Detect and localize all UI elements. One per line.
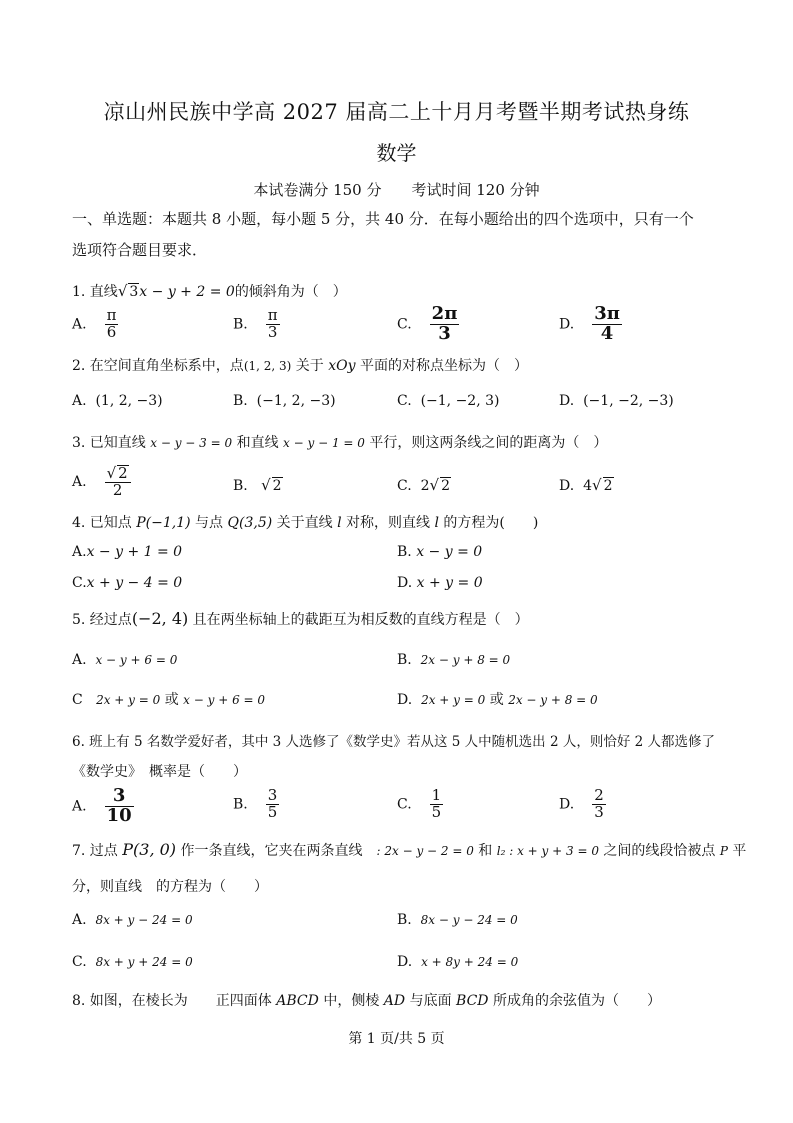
q2-prefix: 2. 在空间直角坐标系中，点 xyxy=(72,358,244,374)
q3-option-d xyxy=(559,476,614,494)
sqrt-arg: 2 xyxy=(603,478,613,494)
q1-prefix: 1. 直线 xyxy=(72,284,118,300)
q8-solid: ABCD xyxy=(276,993,319,1009)
numerator: 2 xyxy=(594,786,604,804)
q6-option-b xyxy=(233,788,279,821)
question-7-line1 xyxy=(72,840,746,860)
option-value: 8x + y − 24 = 0 xyxy=(95,913,193,927)
numerator: π xyxy=(267,306,278,324)
option-value: (−1, −2, 3) xyxy=(420,393,500,409)
denominator: 4 xyxy=(600,322,614,344)
option-label: D. xyxy=(559,478,575,494)
option-value: 2x − y + 8 = 0 xyxy=(508,693,598,707)
q1-option-d xyxy=(559,305,622,344)
q8-face: BCD xyxy=(456,993,489,1009)
denominator: 3 xyxy=(594,802,604,821)
option-label: B. xyxy=(233,316,248,333)
sqrt-arg: 2 xyxy=(118,464,128,482)
question-8 xyxy=(72,990,661,1010)
q2-option-d xyxy=(559,393,674,409)
denominator: 3 xyxy=(438,322,451,344)
q6-option-a xyxy=(72,787,134,826)
q4-line-l: l xyxy=(337,515,342,531)
option-label: C. xyxy=(397,316,412,333)
numerator: 3 xyxy=(267,786,278,804)
q3-line-b: x − y − 1 = 0 xyxy=(283,436,365,450)
section-heading-line2: 选项符合题目要求． xyxy=(72,241,208,259)
option-label: C xyxy=(72,692,83,708)
fraction xyxy=(105,787,134,826)
fraction xyxy=(266,788,280,821)
q4-point-q: Q(3,5) xyxy=(227,515,273,531)
option-value: (−1, −2, −3) xyxy=(583,393,674,409)
q2-suffix: 平面的对称点坐标为（ ） xyxy=(355,358,528,374)
option-label: B. xyxy=(233,796,248,813)
q6-option-c xyxy=(397,788,443,821)
numerator: 1 xyxy=(431,786,442,804)
q4-option-c xyxy=(72,575,182,591)
question-5 xyxy=(72,609,529,629)
option-or: 或 xyxy=(160,692,184,708)
denominator: 5 xyxy=(431,802,442,821)
denominator: 2 xyxy=(112,480,123,499)
option-label: B. xyxy=(233,478,248,494)
q2-mid: 关于 xyxy=(291,358,329,374)
option-value: x − y + 6 = 0 xyxy=(183,693,266,707)
q3-option-b xyxy=(233,476,283,494)
option-label: A. xyxy=(72,912,87,928)
option-value: 2x + y = 0 xyxy=(96,693,161,707)
option-label: C. xyxy=(397,393,412,409)
fraction xyxy=(430,788,444,821)
numerator: π xyxy=(106,306,117,324)
option-label: B. xyxy=(397,912,412,928)
q7-text: 和 xyxy=(473,843,497,859)
question-6-line1: 6. 班上有 5 名数学爱好者，其中 3 人选修了《数学史》若从这 5 人中随机选出 2 人，则恰好 2 人都选修了 xyxy=(72,734,716,750)
q2-option-b xyxy=(233,393,336,409)
q1-expression: x − y + 2 = 0 xyxy=(139,284,235,300)
option-label: B. xyxy=(397,652,412,668)
q7-point: P(3, 0) xyxy=(122,840,177,859)
option-label: A. xyxy=(72,652,87,668)
option-label: D. xyxy=(397,692,413,708)
fraction xyxy=(105,308,119,341)
q8-suffix: 所成角的余弦值为（ ） xyxy=(488,993,661,1009)
option-value: 2x − y + 8 = 0 xyxy=(420,653,511,667)
option-value: x − y + 6 = 0 xyxy=(95,653,178,667)
fraction xyxy=(430,305,460,344)
question-3 xyxy=(72,432,607,452)
denominator: 5 xyxy=(267,802,278,821)
question-6-line2: 《数学史》 概率是（ ） xyxy=(72,764,247,780)
q8-prefix: 8. 如图，在棱长为 正四面体 xyxy=(72,993,277,1009)
q3-option-c xyxy=(397,476,451,494)
option-label: D. xyxy=(559,796,575,813)
sqrt-sign: √ xyxy=(106,464,117,482)
q5-suffix: 且在两坐标轴上的截距互为相反数的直线方程是（ ） xyxy=(188,612,529,628)
option-label: D. xyxy=(397,575,413,591)
option-value: x + y − 4 = 0 xyxy=(86,575,183,591)
q3-prefix: 3. 已知直线 xyxy=(72,435,151,451)
fraction xyxy=(592,788,606,821)
q4-point-p: P(−1,1) xyxy=(136,515,191,531)
q7-point-name: P xyxy=(719,844,728,858)
coefficient: 2 xyxy=(420,478,430,494)
q2-point: (1, 2, 3) xyxy=(243,359,292,373)
option-value: (1, 2, −3) xyxy=(95,393,163,409)
q4-option-a xyxy=(72,544,182,560)
q2-option-a xyxy=(72,393,163,409)
q5-option-d xyxy=(397,689,598,709)
sqrt-sign: √ xyxy=(592,476,602,494)
q1-option-b xyxy=(233,308,280,341)
q5-option-c xyxy=(72,689,265,709)
q4-text: 的方程为( ) xyxy=(438,515,539,531)
option-label: C. xyxy=(72,575,87,591)
option-value: x + y = 0 xyxy=(416,575,483,591)
page-number: 第 1 页/共 5 页 xyxy=(348,1031,445,1047)
q1-sqrt-arg: 3 xyxy=(129,284,139,300)
numerator: 3 xyxy=(105,787,134,807)
option-value: (−1, 2, −3) xyxy=(256,393,336,409)
q5-option-a xyxy=(72,652,177,668)
sqrt-arg: 2 xyxy=(272,478,282,494)
q7-option-b xyxy=(397,912,518,928)
q3-option-a xyxy=(72,465,131,499)
option-label: A. xyxy=(72,316,87,333)
option-label: C. xyxy=(397,796,412,813)
q8-text: 与底面 xyxy=(405,993,457,1009)
option-value: 2x + y = 0 xyxy=(421,693,486,707)
option-label: D. xyxy=(559,316,575,333)
option-value: x + 8y + 24 = 0 xyxy=(421,955,519,969)
q1-option-a xyxy=(72,308,118,341)
sqrt-arg: 2 xyxy=(441,478,450,494)
q2-plane: xOy xyxy=(328,358,356,374)
q7-line-l1: : 2x − y − 2 = 0 xyxy=(376,844,474,858)
option-label: D. xyxy=(397,954,413,970)
q8-text: 中，侧棱 xyxy=(318,993,384,1009)
q4-text: 对称，则直线 xyxy=(341,515,435,531)
sqrt-sign: √ xyxy=(429,476,440,494)
q7-option-c xyxy=(72,954,193,970)
question-1 xyxy=(72,281,347,301)
q7-option-d xyxy=(397,954,518,970)
q8-edge: AD xyxy=(383,993,406,1009)
exam-info: 本试卷满分 150 分 考试时间 120 分钟 xyxy=(253,181,540,199)
denominator: 6 xyxy=(106,322,117,341)
q5-point: (−2, 4) xyxy=(131,609,189,628)
q3-line-a: x − y − 3 = 0 xyxy=(150,436,233,450)
section-heading-line1: 一、单选题：本题共 8 小题，每小题 5 分，共 40 分．在每小题给出的四个选项中，只有一个 xyxy=(72,210,694,228)
q3-mid: 和直线 xyxy=(232,435,284,451)
question-2 xyxy=(72,355,528,375)
q4-text: 4. 已知点 xyxy=(72,515,137,531)
q7-prefix: 7. 过点 xyxy=(72,843,123,859)
q7-l2-name: l₂ xyxy=(496,844,506,858)
question-4 xyxy=(72,512,538,532)
denominator: 10 xyxy=(106,804,132,826)
option-label: C. xyxy=(72,954,87,970)
option-value: 8x − y − 24 = 0 xyxy=(420,913,518,927)
fraction xyxy=(266,308,280,341)
q5-prefix: 5. 经过点 xyxy=(72,612,132,628)
option-value: x − y = 0 xyxy=(416,544,483,560)
fraction xyxy=(105,465,131,499)
option-label: C. xyxy=(397,478,412,494)
q4-line-l: l xyxy=(434,515,439,531)
numerator: 2π xyxy=(431,303,458,324)
q4-option-b xyxy=(397,544,482,560)
q7-line-l2: : x + y + 3 = 0 xyxy=(505,844,599,858)
q5-option-b xyxy=(397,652,510,668)
sqrt-sign: √ xyxy=(117,282,128,300)
q4-text: 与点 xyxy=(190,515,228,531)
q4-text: 关于直线 xyxy=(272,515,338,531)
exam-subject: 数学 xyxy=(376,141,417,165)
q1-option-c xyxy=(397,305,459,344)
option-label: B. xyxy=(397,544,412,560)
q1-suffix: 的倾斜角为（ ） xyxy=(234,284,347,300)
denominator: 3 xyxy=(267,322,278,341)
option-label: A. xyxy=(72,798,87,815)
q6-option-d xyxy=(559,788,606,821)
q2-option-c xyxy=(397,393,500,409)
option-label: A. xyxy=(72,473,87,490)
option-or: 或 xyxy=(485,692,509,708)
q7-text: 作一条直线，它夹在两条直线 xyxy=(176,843,377,859)
numerator: 3π xyxy=(594,303,620,324)
q7-text: 平 xyxy=(727,843,747,859)
q3-suffix: 平行，则这两条线之间的距离为（ ） xyxy=(364,435,608,451)
sqrt-sign: √ xyxy=(261,476,271,494)
fraction xyxy=(592,305,622,344)
option-value: x − y + 1 = 0 xyxy=(86,544,183,560)
option-label: B. xyxy=(233,393,248,409)
question-7-line2: 分，则直线 的方程为（ ） xyxy=(72,879,268,895)
q7-option-a xyxy=(72,912,193,928)
option-label: D. xyxy=(559,393,575,409)
q4-option-d xyxy=(397,575,483,591)
exam-title: 凉山州民族中学高 2027 届高二上十月月考暨半期考试热身练 xyxy=(103,100,690,124)
option-label: A. xyxy=(72,544,87,560)
option-label: A. xyxy=(72,393,87,409)
q7-text: 之间的线段恰被点 xyxy=(598,843,720,859)
coefficient: 4 xyxy=(583,478,593,494)
option-value: 8x + y + 24 = 0 xyxy=(95,955,193,969)
